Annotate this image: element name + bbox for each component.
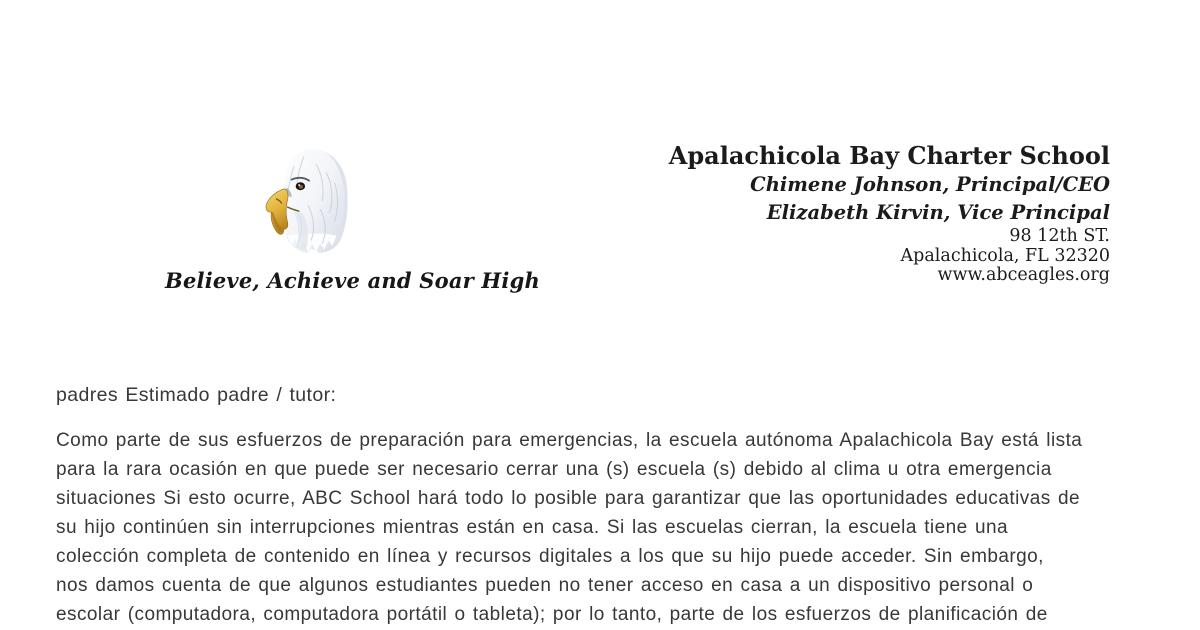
address-line-2: Apalachicola, FL 32320 (900, 245, 1110, 266)
eagle-head-icon (257, 146, 359, 256)
address-line-1: 98 12th ST. (1009, 226, 1110, 246)
vice-principal-name: Elizabeth Kirvin, Vice Principal (766, 201, 1110, 224)
school-motto: Believe, Achieve and Soar High (165, 268, 540, 293)
school-name: Apalachicola Bay Charter School (668, 141, 1110, 170)
paragraph-line: colección completa de contenido en línea y recursos digitales a los que su hijo puede acceder. Sin embargo, (56, 546, 1044, 567)
letter-paragraph (56, 426, 1156, 629)
school-contact-block (669, 140, 1110, 286)
paragraph-line: escolar (computadora, computadora portátil o tableta); por lo tanto, parte de los esfuerzos de planificación de (56, 604, 1048, 625)
paragraph-line: para la rara ocasión en que puede ser necesario cerrar una (s) escuela (s) debido al clima u otra emergencia (56, 459, 1052, 480)
paragraph-line: su hijo continúen sin interrupciones mientras están en casa. Si las escuelas cierran, la escuela tiene una (56, 517, 1009, 538)
school-logo (165, 146, 540, 293)
website-url: www.abceagles.org (937, 265, 1110, 285)
greeting: padres Estimado padre / tutor: (56, 384, 337, 406)
paragraph-line: Como parte de sus esfuerzos de preparación para emergencias, la escuela autónoma Apalachicola Bay está lista (56, 430, 1083, 451)
paragraph-line: nos damos cuenta de que algunos estudiantes pueden no tener acceso en casa a un dispositivo personal o (56, 575, 1034, 596)
paragraph-line: situaciones Si esto ocurre, ABC School hará todo lo posible para garantizar que las oportunidades educativas de (56, 488, 1081, 509)
principal-name: Chimene Johnson, Principal/CEO (750, 173, 1110, 196)
